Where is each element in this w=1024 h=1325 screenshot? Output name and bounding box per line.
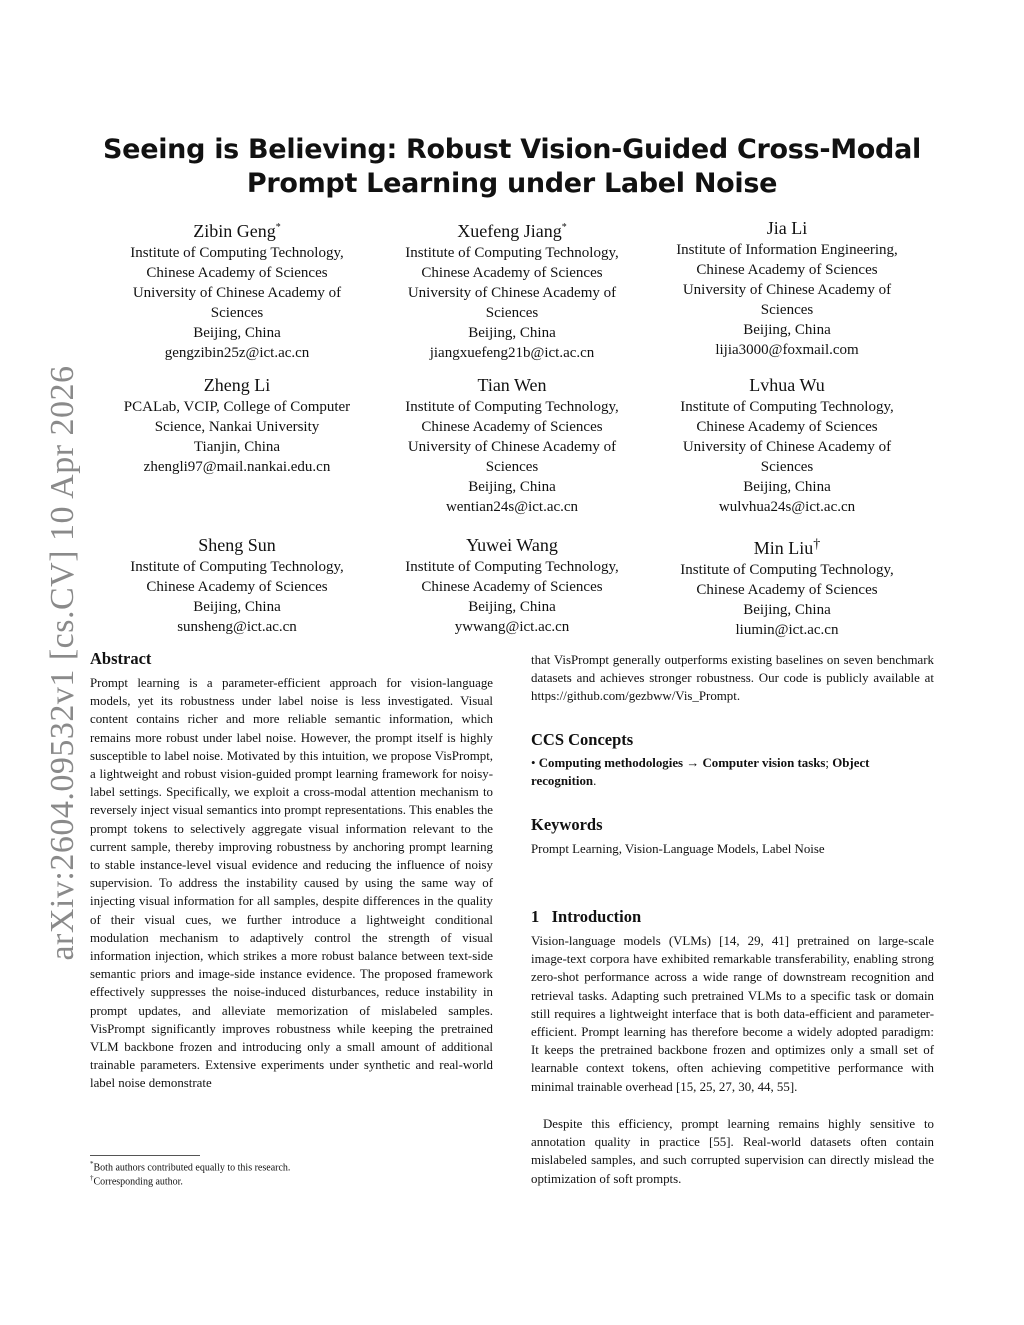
author-name: Yuwei Wang: [466, 535, 558, 555]
author-block: [647, 533, 927, 640]
author-affiliation: Institute of Computing Technology,: [680, 562, 894, 578]
abstract-text: Prompt learning is a parameter-efficient approach for vision-language models, yet its robustness under label noise is less investigated. Visual content contains richer and more reliable semantic information, which remains more robust under label noise. However, the prompt itself is highly susceptible to label noise. Motivated by this intuition, we propose VisPrompt, a lightweight and robust vision-guided prompt learning framework for noisy-label settings. Specifically, we exploit a cross-modal attention mechanism to reversely inject visual semantics into prompt representations. This enables the prompt tokens to selectively aggregate visual information relevant to the current sample, thereby improving robustness by anchoring prompt learning to stable instance-level visual evidence and reducing the influence of noisy supervision. To address the instability caused by using the same way of injecting visual information for all samples, despite differences in the quality of their visual cues, we further introduce a lightweight conditional modulation mechanism to adaptively control the strength of visual information injection, which strikes a more robust balance between text-side semantic priors and image-side instance evidence. The proposed framework effectively suppresses the noise-induced disturbances, reduce instability in prompt updates, and alleviate memorization of mislabeled samples. VisPrompt significantly improves robustness while keeping the pretrained VLM backbone frozen and introducing only a small amount of additional trainable parameters. Extensive experiments under synthetic and real-world label noise demonstrate: [90, 676, 493, 1091]
author-affiliation: University of Chinese Academy of: [682, 282, 892, 298]
author-email: zhengli97@mail.nankai.edu.cn: [143, 459, 331, 475]
author-affiliation: Chinese Academy of Sciences: [696, 419, 878, 435]
author-affiliation: Chinese Academy of Sciences: [696, 262, 878, 278]
author-name: Zheng Li: [203, 375, 271, 395]
introduction-paragraph-1: Vision-language models (VLMs) [14, 29, 41] pretrained on large-scale image-text corpora have exhibited remarkable transferability, enabling strong zero-shot performance across a wide range of downstream recognition and retrieval tasks. Adapting such pretrained VLMs to a specific task or domain still requires a lightweight interface that is both data-efficient and parameter-efficient. Prompt learning has therefore become a widely adopted paradigm: It keeps the pretrained backbone frozen and optimizes only a small set of learnable context tokens, often achieving competitive performance with minimal trainable overhead [15, 25, 27, 30, 44, 55].: [531, 934, 934, 1094]
author-affiliation: Science, Nankai University: [154, 419, 320, 435]
author-block: [97, 216, 377, 363]
author-affiliation: University of Chinese Academy of: [132, 285, 342, 301]
author-location: Beijing, China: [743, 322, 831, 338]
author-email: ywwang@ict.ac.cn: [454, 619, 570, 635]
keywords-text: Prompt Learning, Vision-Language Models, Label Noise: [531, 842, 825, 856]
author-affiliation: University of Chinese Academy of: [407, 285, 617, 301]
author-block: [372, 533, 652, 637]
author-affiliation: Sciences: [485, 459, 539, 475]
arxiv-identifier: arXiv:2604.09532v1 [cs.CV] 10 Apr 2026: [44, 365, 81, 961]
author-affiliation: Sciences: [210, 305, 264, 321]
author-affiliation: Chinese Academy of Sciences: [421, 579, 603, 595]
author-affiliation: Chinese Academy of Sciences: [146, 579, 328, 595]
author-affiliation: Sciences: [485, 305, 539, 321]
author-name: Zibin Geng*: [193, 221, 281, 241]
abstract-continuation: that VisPrompt generally outperforms existing baselines on seven benchmark datasets and achieves stronger robustness. Our code is publicly available at https://github.com/gezbww/Vis_Prompt.: [531, 653, 934, 704]
introduction-paragraph-2: Despite this efficiency, prompt learning remains highly sensitive to annotation quality in practice [55]. Real-world datasets often contain mislabeled samples, and such corrupted supervision can directly mislead the optimization of soft prompts.: [531, 1117, 934, 1186]
author-location: Beijing, China: [193, 325, 281, 341]
author-block: [372, 216, 652, 363]
author-email: liumin@ict.ac.cn: [735, 622, 839, 638]
author-affiliation: Institute of Computing Technology,: [405, 399, 619, 415]
author-location: Beijing, China: [468, 599, 556, 615]
author-affiliation: Institute of Computing Technology,: [130, 559, 344, 575]
author-email: wulvhua24s@ict.ac.cn: [718, 499, 856, 515]
author-affiliation: PCALab, VCIP, College of Computer: [123, 399, 351, 415]
footnote-equal-contribution: *Both authors contributed equally to this research.: [90, 1160, 291, 1174]
author-affiliation: Institute of Computing Technology,: [405, 245, 619, 261]
author-name: Min Liu†: [753, 537, 821, 558]
author-block: [372, 373, 652, 517]
author-location: Tianjin, China: [193, 439, 281, 455]
author-affiliation: Institute of Information Engineering,: [676, 242, 898, 258]
author-location: Beijing, China: [743, 602, 831, 618]
author-affiliation: Institute of Computing Technology,: [680, 399, 894, 415]
introduction-heading: 1 Introduction: [531, 907, 642, 926]
author-location: Beijing, China: [193, 599, 281, 615]
author-name: Sheng Sun: [198, 535, 276, 555]
keywords-heading: Keywords: [531, 815, 603, 834]
author-email: jiangxuefeng21b@ict.ac.cn: [429, 345, 595, 361]
author-affiliation: Institute of Computing Technology,: [130, 245, 344, 261]
author-email: wentian24s@ict.ac.cn: [445, 499, 579, 515]
author-email: sunsheng@ict.ac.cn: [177, 619, 297, 635]
ccs-heading: CCS Concepts: [531, 730, 634, 749]
footnote-divider: [90, 1155, 200, 1156]
author-location: Beijing, China: [743, 479, 831, 495]
author-name: Jia Li: [766, 218, 808, 238]
author-name: Tian Wen: [477, 375, 547, 395]
abstract-heading: Abstract: [90, 649, 152, 668]
author-affiliation: Chinese Academy of Sciences: [146, 265, 328, 281]
author-email: gengzibin25z@ict.ac.cn: [164, 345, 310, 361]
ccs-concepts: • Computing methodologies → Computer vision tasks; Object recognition.: [531, 756, 870, 789]
author-affiliation: University of Chinese Academy of: [407, 439, 617, 455]
author-affiliation: Chinese Academy of Sciences: [421, 419, 603, 435]
author-name: Xuefeng Jiang*: [457, 221, 567, 241]
author-block: [647, 373, 927, 517]
footnote-corresponding: †Corresponding author.: [90, 1174, 183, 1188]
author-block: [647, 216, 927, 360]
author-affiliation: Chinese Academy of Sciences: [421, 265, 603, 281]
author-affiliation: Sciences: [760, 459, 814, 475]
author-name: Lvhua Wu: [749, 375, 825, 395]
author-location: Beijing, China: [468, 479, 556, 495]
author-block: [97, 373, 377, 477]
paper-title: Seeing is Believing: Robust Vision-Guided Cross-Modal Prompt Learning under Label Noise: [103, 134, 921, 199]
author-affiliation: Institute of Computing Technology,: [405, 559, 619, 575]
author-block: [97, 533, 377, 637]
author-affiliation: Sciences: [760, 302, 814, 318]
author-location: Beijing, China: [468, 325, 556, 341]
author-email: lijia3000@foxmail.com: [715, 342, 859, 358]
author-affiliation: Chinese Academy of Sciences: [696, 582, 878, 598]
author-affiliation: University of Chinese Academy of: [682, 439, 892, 455]
